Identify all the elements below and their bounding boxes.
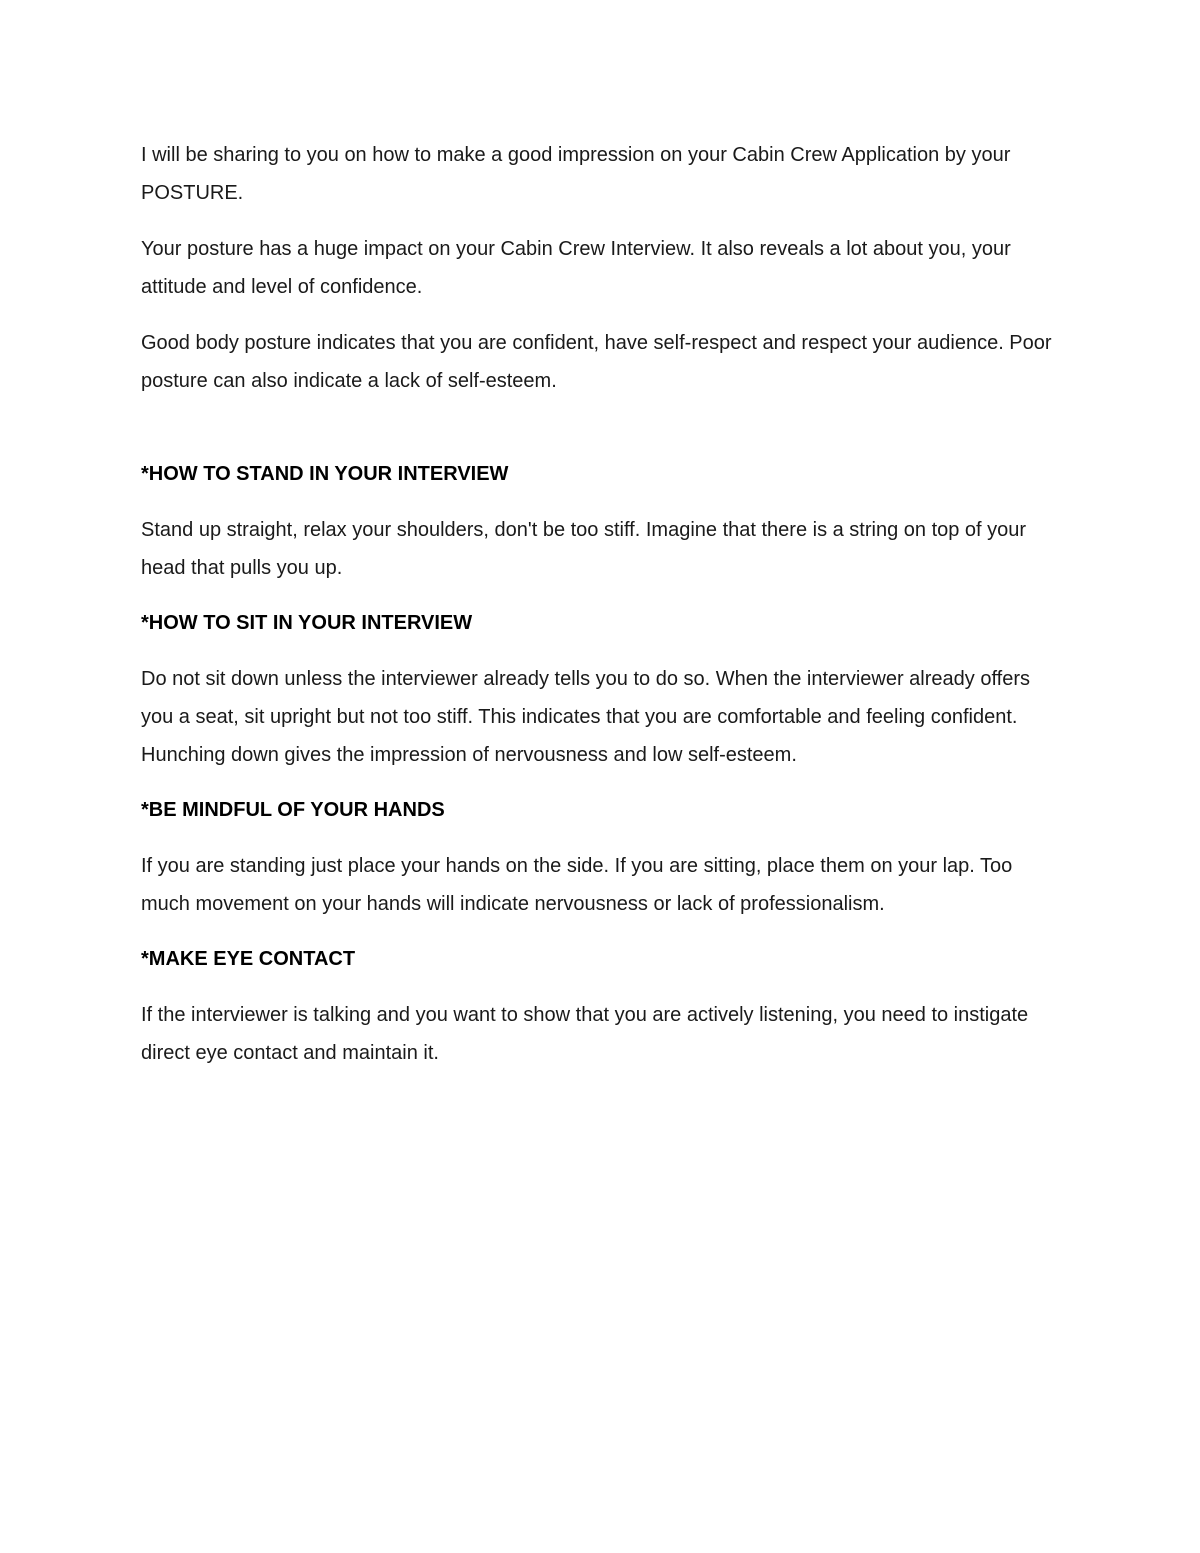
section-body: If the interviewer is talking and you want to show that you are actively listening, you need to instigate direct eye contact and maintain it. (141, 1004, 1029, 1064)
document-body (141, 136, 1066, 1090)
section-hands (141, 792, 1066, 923)
intro-paragraph: Your posture has a huge impact on your Cabin Crew Interview. It also reveals a lot about you, your attitude and level of confidence. (141, 238, 1011, 298)
section-body: Do not sit down unless the interviewer already tells you to do so. When the interviewer already offers you a seat, sit upright but not too stiff. This indicates that you are comfortable and feeling confident. Hunching down gives the impression of nervousness and low self-esteem. (141, 668, 1030, 766)
section-body: Stand up straight, relax your shoulders, don't be too stiff. Imagine that there is a string on top of your head that pulls you up. (141, 519, 1027, 579)
section-heading: *MAKE EYE CONTACT (141, 948, 356, 970)
section-heading: *BE MINDFUL OF YOUR HANDS (141, 799, 445, 821)
section-heading: *HOW TO STAND IN YOUR INTERVIEW (141, 463, 509, 485)
section-eye-contact (141, 941, 1066, 1072)
section-heading: *HOW TO SIT IN YOUR INTERVIEW (141, 612, 473, 634)
section-stand (141, 456, 1066, 587)
intro-paragraph: Good body posture indicates that you are confident, have self-respect and respect your audience. Poor posture can also indicate a lack of self-esteem. (141, 332, 1052, 392)
section-spacer (141, 418, 1066, 456)
section-body: If you are standing just place your hands on the side. If you are sitting, place them on your lap. Too much movement on your hands will indicate nervousness or lack of professionalism. (141, 855, 1013, 915)
section-sit (141, 605, 1066, 774)
intro-paragraph: I will be sharing to you on how to make a good impression on your Cabin Crew Application by your POSTURE. (141, 144, 1011, 204)
